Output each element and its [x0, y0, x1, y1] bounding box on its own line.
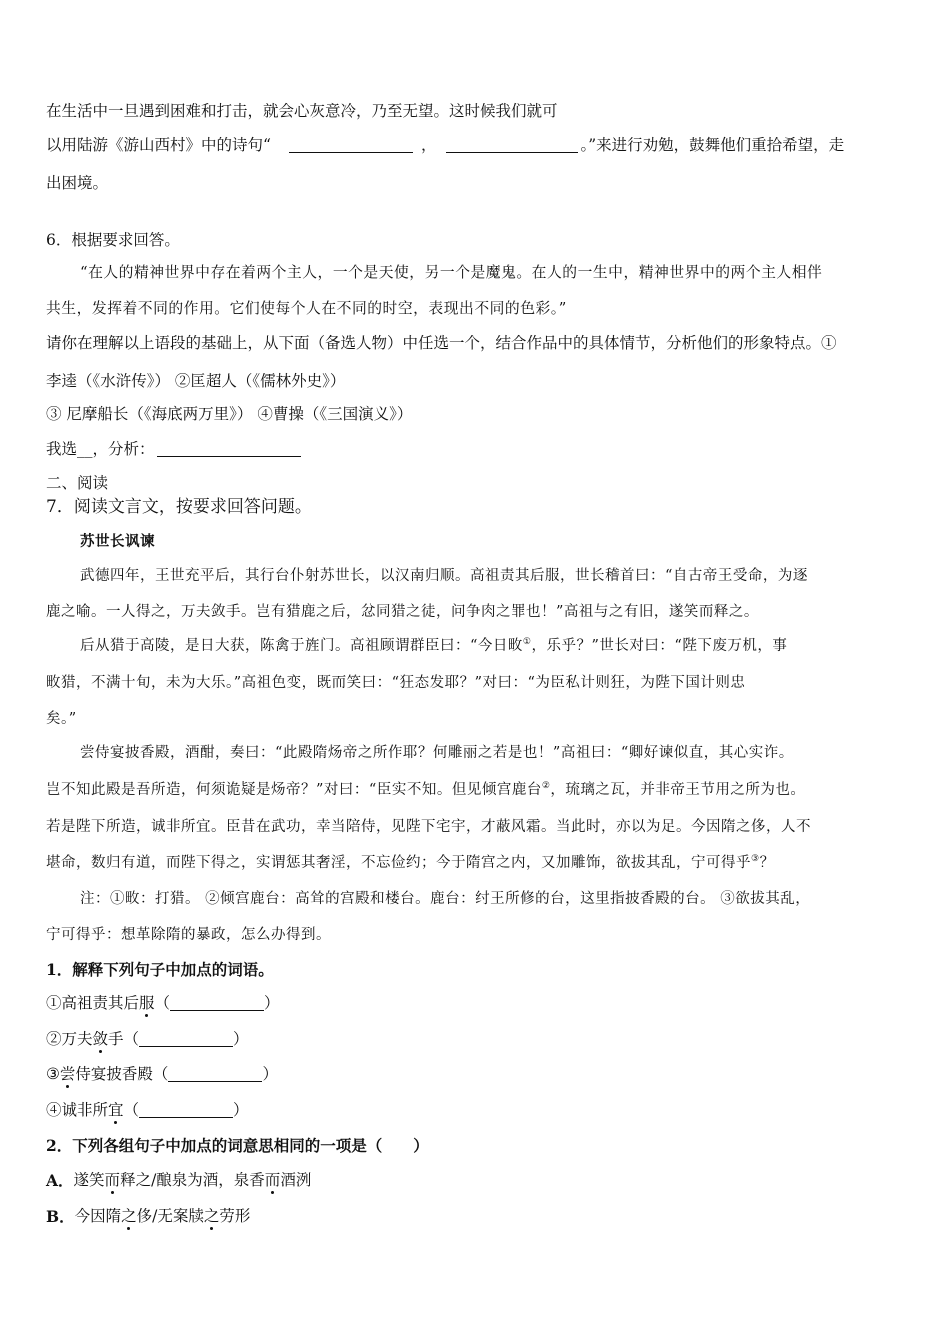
prompt-line: 请你在理解以上语段的基础上，从下面（备选人物）中任选一个，结合作品中的具体情节，分析他们的形象特点。① [46, 334, 837, 352]
passage-line [46, 783, 805, 798]
text-line: 出困境。 [46, 174, 109, 192]
option-label: B． [46, 1207, 75, 1226]
list-item [46, 996, 280, 1012]
text-segment: 以用陆游《游山西村》中的诗句“ [46, 136, 271, 154]
passage-line [46, 856, 775, 871]
text-line: 在生活中一旦遇到困难和打击，就会心灰意冷，乃至无望。这时候我们就可 [46, 102, 558, 120]
quote-line: 共生，发挥着不同的作用。它们使每个人在不同的时空，表现出不同的色彩。” [46, 300, 567, 317]
text-segment: 。”来进行劝勉，鼓舞他们重拾希望，走 [580, 136, 845, 154]
item-prefix: ①高祖责其后 [46, 994, 140, 1012]
item-close: ） [233, 1101, 249, 1119]
footnote-marker: ② [541, 781, 551, 791]
dotted-word: 而 [104, 1171, 121, 1189]
item-prefix: ③ [46, 1065, 60, 1083]
passage-line: 若是陛下所造，诚非所宜。臣昔在武功，幸当陪侍，见陛下宅宇，才蔽风霜。当此时，亦以为足。今因隋之侈，人不 [46, 819, 811, 835]
list-item [46, 1067, 278, 1083]
item-close: ） [233, 1030, 249, 1048]
text-segment: 堪命，数归有道，而陛下得之，实谓惩其奢淫，不忘俭约；今于隋宫之内，又加雕饰，欲拔其乱，宁可得乎 [46, 855, 751, 871]
dotted-word: 之 [121, 1207, 137, 1225]
quote-line: “在人的精神世界中存在着两个主人，一个是天使，另一个是魔鬼。在人的一生中，精神世界中的两个主人相伴 [80, 264, 823, 281]
option-text: 遂笑 [73, 1171, 105, 1189]
subquestion-text: 1．解释下列句子中加点的词语。 [46, 960, 274, 979]
footnote-marker: ① [522, 637, 532, 647]
passage-line: 尝侍宴披香殿，酒酣，奏曰：“此殿隋炀帝之所作耶？何雕丽之若是也！”高祖曰：“卿好谏似直，其心实诈。 [80, 745, 794, 761]
options-line: 李逵（《水浒传》） ②匡超人（《儒林外史》） [46, 372, 346, 390]
item-suffix: 手（ [108, 1030, 140, 1048]
answer-blank[interactable] [139, 1032, 233, 1047]
item-prefix: ②万夫 [46, 1030, 93, 1048]
item-suffix: （ [123, 1101, 140, 1119]
text-segment: ？ [759, 855, 775, 871]
list-item [46, 1103, 249, 1119]
text-segment: ，琉璃之瓦，并非帝王节用之所为也。 [550, 782, 806, 798]
item-suffix: 侍宴披香殿（ [75, 1065, 169, 1083]
dotted-word: 而 [264, 1171, 281, 1189]
passage-line: 武德四年，王世充平后，其行台仆射苏世长，以汉南归顺。高祖责其后服，世长稽首曰：“自古帝王受命，为逐 [80, 568, 808, 584]
question-title: 6．根据要求回答。 [46, 231, 180, 249]
subquestion-title [46, 1138, 429, 1155]
dotted-word: 敛 [92, 1030, 109, 1048]
option-b[interactable] [46, 1209, 250, 1225]
answer-blank[interactable] [139, 1103, 233, 1118]
answer-blank[interactable] [289, 138, 413, 153]
question-title: 7．阅读文言文，按要求回答问题。 [46, 497, 312, 517]
passage-line: 鹿之喻。一人得之，万夫敛手。岂有猎鹿之后，忿同猎之徒，问争肉之罪也！”高祖与之有旧，遂笑而释之。 [46, 604, 759, 620]
dotted-word: 服 [139, 994, 155, 1012]
answer-blank[interactable] [446, 138, 578, 153]
passage-line: 畋猎，不满十旬，未为大乐。”高祖色变，既而笑曰：“狂态发耶？”对曰：“为臣私计则狂，为陛下国计则忠 [46, 675, 746, 691]
item-close: ） [264, 994, 280, 1012]
list-item [46, 1032, 249, 1048]
passage-line: 矣。” [46, 711, 77, 727]
text-segment: ，乐乎？”世长对曰：“陛下废万机，事 [531, 638, 788, 654]
option-text: 侈/无案牍 [136, 1207, 204, 1225]
footnote-marker: ③ [751, 854, 760, 864]
text-line [46, 138, 904, 154]
dotted-word: 宜 [108, 1101, 124, 1119]
option-text: 释之/酿泉为酒，泉香 [120, 1171, 265, 1189]
item-close: ） [262, 1065, 278, 1083]
answer-blank[interactable] [170, 996, 264, 1011]
section-heading: 二、阅读 [46, 474, 109, 492]
passage-title: 苏世长讽谏 [80, 533, 155, 550]
note-line: 宁可得乎：想革除隋的暴政，怎么办得到。 [46, 927, 331, 943]
option-label: A． [46, 1171, 74, 1190]
answer-blank[interactable] [157, 442, 301, 457]
text-segment: 岂不知此殿是吾所造，何须诡疑是炀帝？”对曰：“臣实不知。但见倾宫鹿台 [46, 782, 542, 798]
passage-line [80, 639, 787, 654]
answer-blank[interactable] [168, 1067, 262, 1082]
option-text: 劳形 [219, 1207, 251, 1225]
subquestion-title [46, 962, 274, 979]
item-suffix: （ [154, 994, 171, 1012]
text-segment: ， [420, 136, 437, 154]
subquestion-text: 2．下列各组句子中加点的词意思相同的一项是（ ） [46, 1136, 429, 1155]
dotted-word: 之 [203, 1207, 220, 1225]
answer-prefix: 我选__，分析： [46, 440, 155, 458]
option-text: 今因隋 [74, 1207, 122, 1225]
option-a[interactable] [46, 1173, 311, 1189]
item-prefix: ④诚非所 [46, 1101, 109, 1119]
option-text: 酒洌 [280, 1171, 312, 1189]
note-line: 注：①畋：打猎。 ②倾宫鹿台：高耸的宫殿和楼台。鹿台：纣王所修的台，这里指披香殿的台。 ③欲拔其乱， [80, 891, 811, 907]
text-segment: 后从猎于高陵，是日大获，陈禽于旌门。高祖顾谓群臣曰：“今日畋 [80, 638, 523, 654]
answer-line [46, 442, 301, 458]
options-line: ③ 尼摩船长（《海底两万里》） ④曹操（《三国演义》） [46, 405, 413, 423]
dotted-word: 尝 [59, 1065, 76, 1083]
